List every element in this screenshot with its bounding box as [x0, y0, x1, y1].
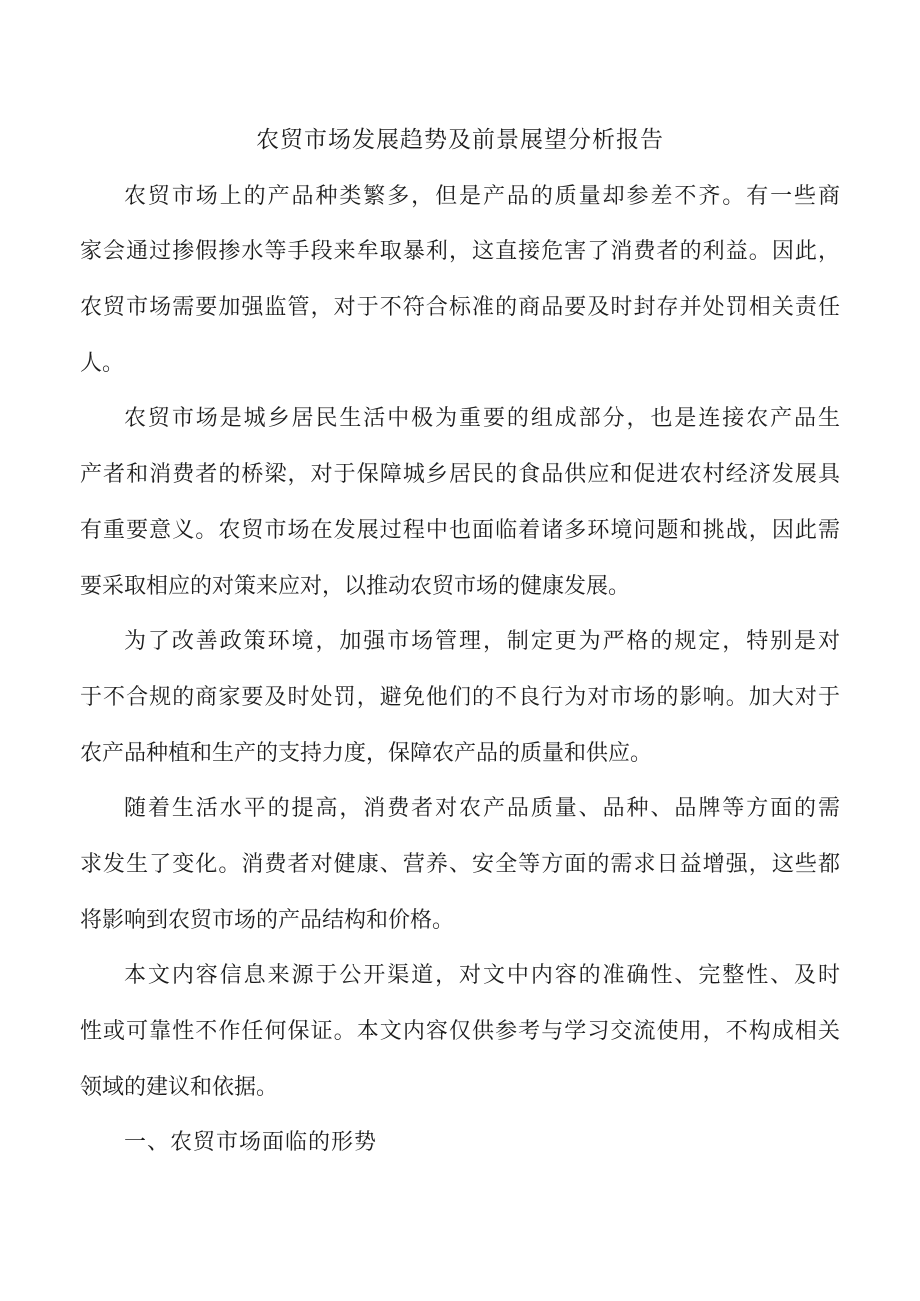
paragraph-line: 要采取相应的对策来应对，以推动农贸市场的健康发展。	[80, 572, 631, 598]
paragraph-line: 有重要意义。农贸市场在发展过程中也面临着诸多环境问题和挑战，因此需	[80, 516, 840, 542]
paragraph-line: 家会通过掺假掺水等手段来牟取暴利，这直接危害了消费者的利益。因此，	[80, 238, 840, 264]
paragraph-line: 性或可靠性不作任何保证。本文内容仅供参考与学习交流使用，不构成相关	[80, 1018, 840, 1044]
paragraph-line: 农贸市场是城乡居民生活中极为重要的组成部分，也是连接农产品生	[124, 405, 840, 431]
paragraph-line: 农贸市场上的产品种类繁多，但是产品的质量却参差不齐。有一些商	[124, 182, 840, 208]
paragraph	[80, 947, 840, 1114]
paragraph	[80, 613, 840, 780]
paragraph	[80, 390, 840, 613]
paragraph-line: 农产品种植和生产的支持力度，保障农产品的质量和供应。	[80, 739, 653, 765]
paragraph-line: 为了改善政策环境，加强市场管理，制定更为严格的规定，特别是对	[124, 628, 840, 654]
paragraph-line: 于不合规的商家要及时处罚，避免他们的不良行为对市场的影响。加大对于	[80, 683, 840, 709]
paragraph-line: 人。	[80, 349, 125, 375]
paragraph-line: 领域的建议和依据。	[80, 1073, 279, 1099]
document-title: 农贸市场发展趋势及前景展望分析报告	[256, 127, 664, 152]
paragraph-line: 本文内容信息来源于公开渠道，对文中内容的准确性、完整性、及时	[124, 962, 840, 988]
paragraph-line: 将影响到农贸市场的产品结构和价格。	[80, 906, 455, 932]
paragraph-line: 随着生活水平的提高，消费者对农产品质量、品种、品牌等方面的需	[124, 795, 840, 821]
paragraph	[80, 780, 840, 947]
paragraph-line: 求发生了变化。消费者对健康、营养、安全等方面的需求日益增强，这些都	[80, 850, 840, 876]
section-heading: 一、农贸市场面临的形势	[124, 1129, 378, 1155]
paragraph-line: 产者和消费者的桥梁，对于保障城乡居民的食品供应和促进农村经济发展具	[80, 461, 840, 487]
paragraph-line: 农贸市场需要加强监管，对于不符合标准的商品要及时封存并处罚相关责任	[80, 294, 840, 320]
paragraph	[80, 168, 840, 391]
